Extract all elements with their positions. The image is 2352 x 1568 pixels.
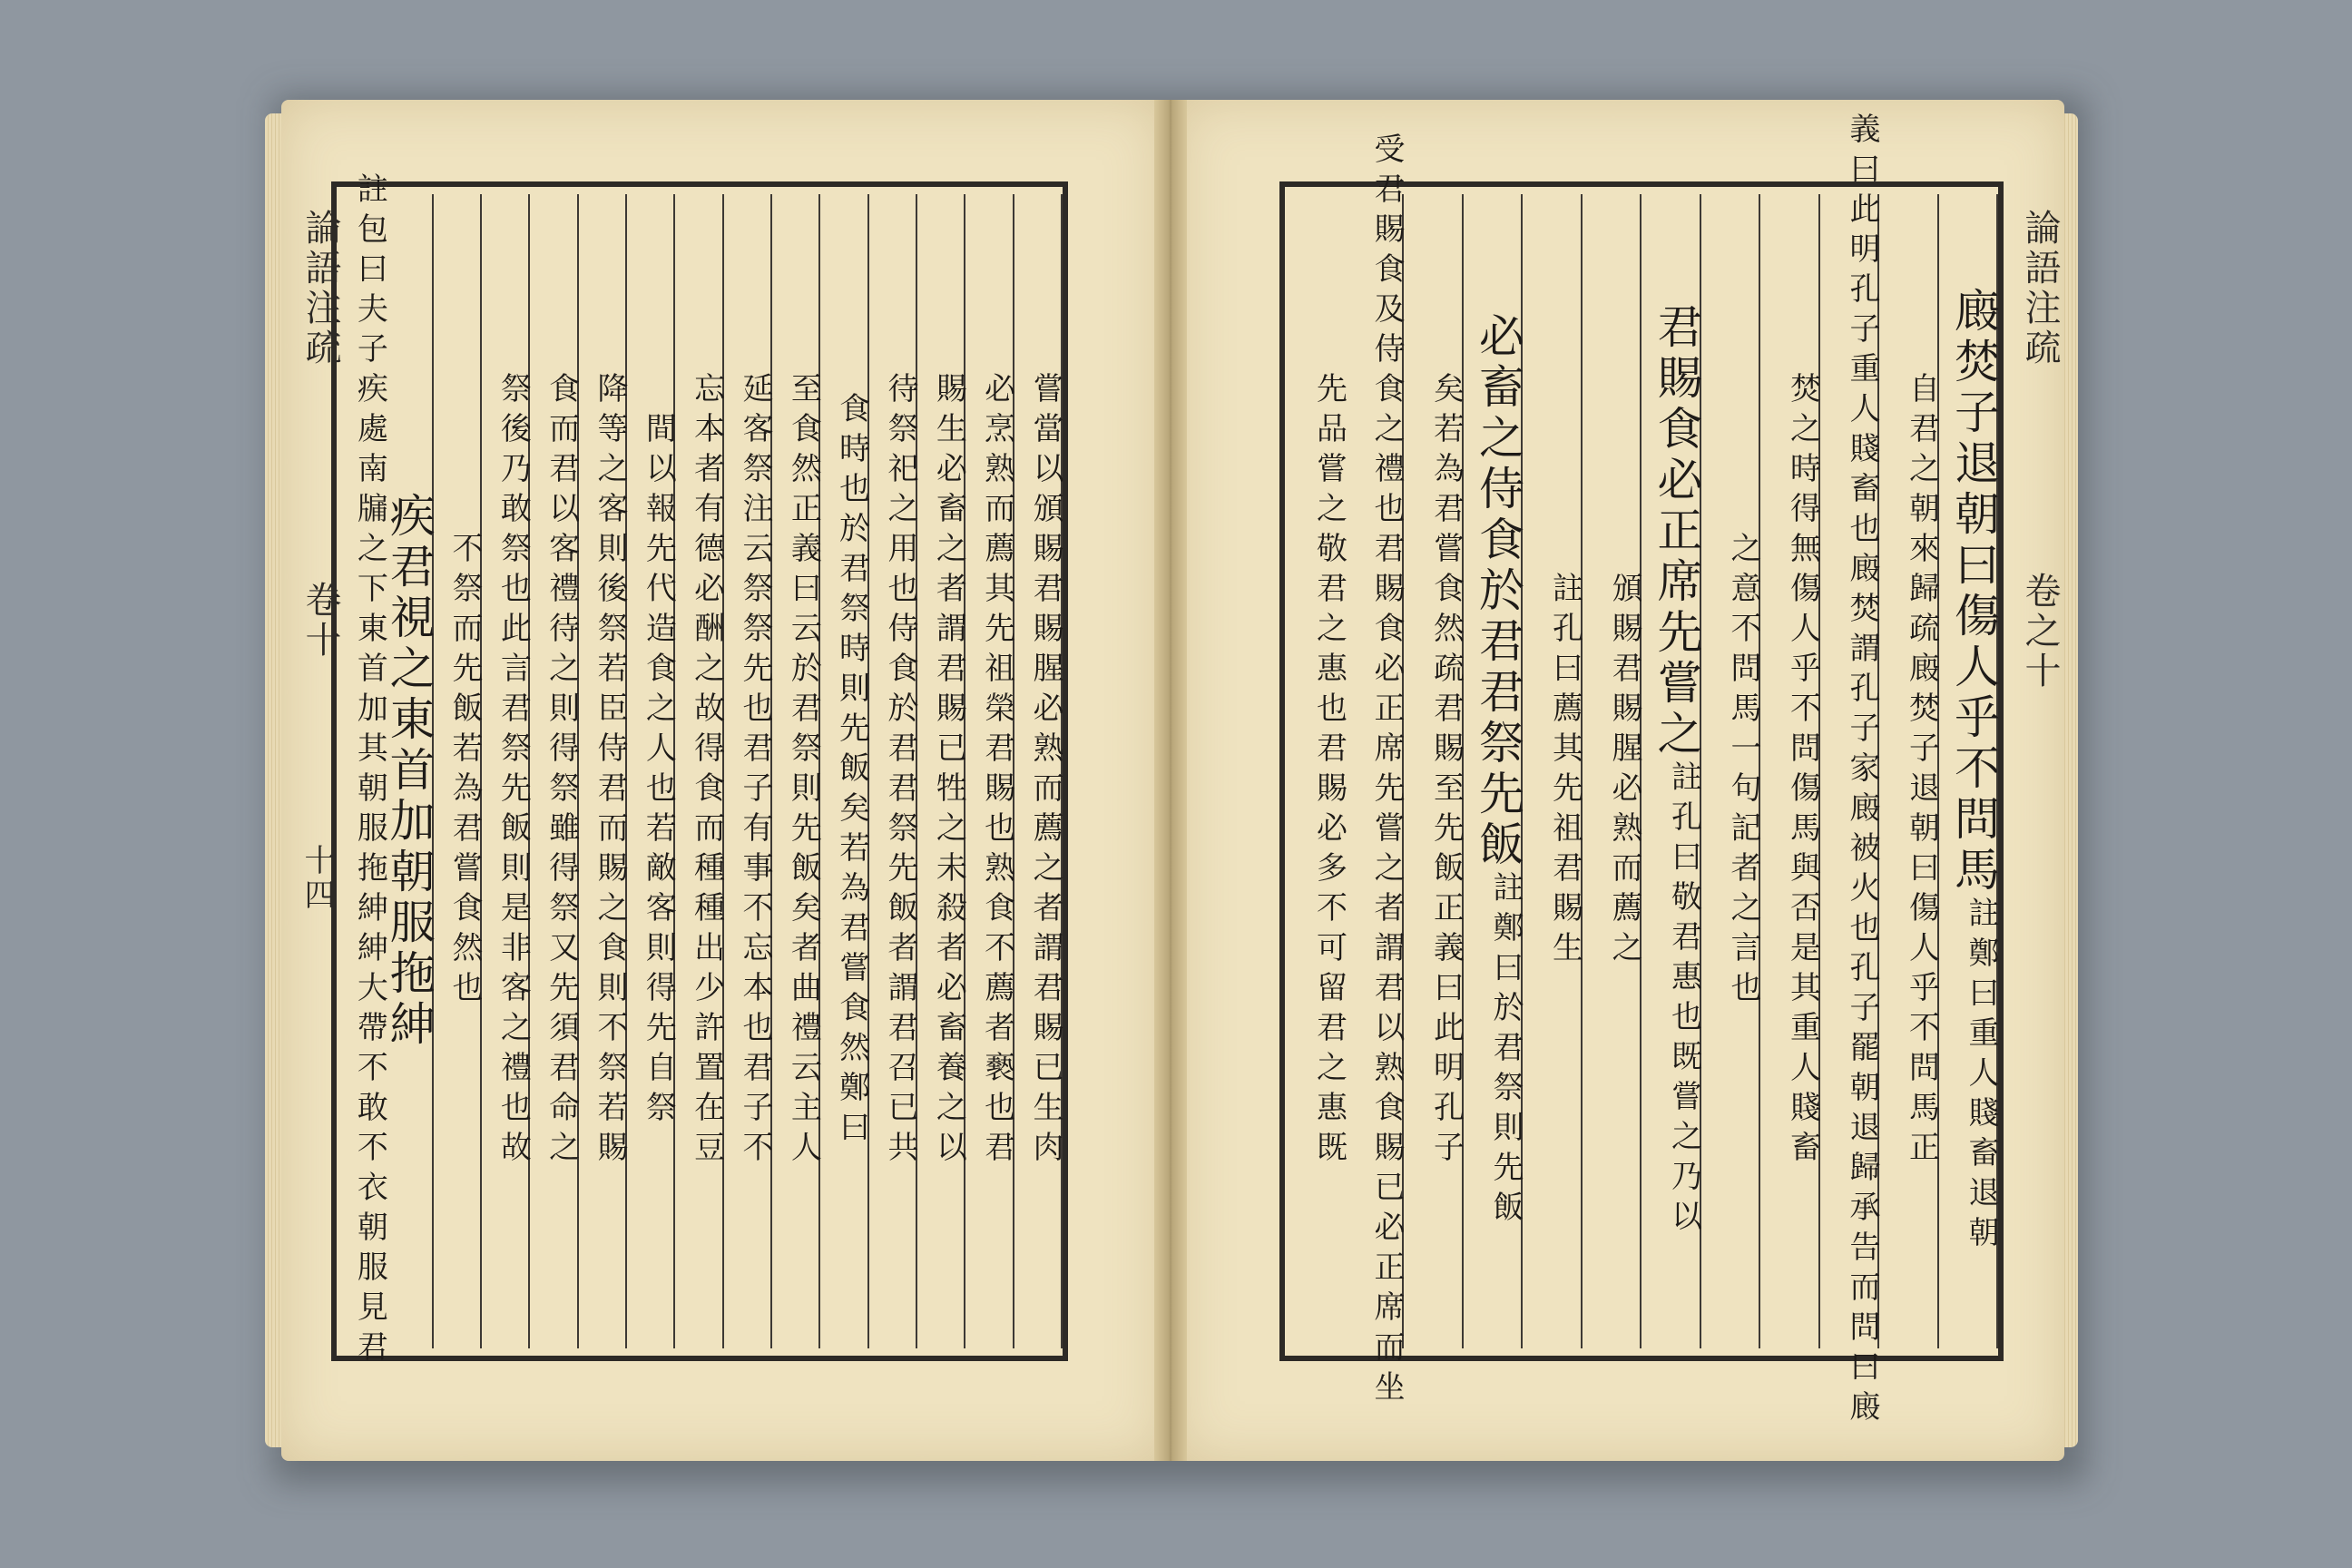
commentary-text: 矣若為君嘗食然疏君賜至先飯正義曰此明孔子: [1427, 372, 1465, 1171]
commentary-text: 賜生必畜之者謂君賜已牲之未殺者必畜養之以: [930, 372, 967, 1171]
text-column: [917, 194, 965, 1348]
text-column: [382, 194, 436, 1348]
commentary-text: 必烹熟而薦其先祖榮君賜也熟食不薦者褻也君: [978, 372, 1015, 1171]
text-column: [1523, 194, 1583, 1348]
commentary-text: 之意不問馬一句記者之言也: [1725, 532, 1761, 1011]
text-column: [724, 194, 772, 1348]
right-text-frame: [1279, 113, 2004, 1430]
book-gutter: [1154, 100, 1187, 1461]
text-column: [530, 194, 578, 1348]
left-margin-folio: 十四: [299, 844, 335, 913]
text-column: [820, 194, 868, 1348]
right-margin-title: 論語注疏: [2019, 209, 2061, 368]
commentary-text: 焚之時得無傷人乎不問傷馬與否是其重人賤畜: [1784, 372, 1821, 1171]
text-column: [1879, 194, 1939, 1348]
text-column: [579, 194, 627, 1348]
main-text: 廄焚子退朝曰傷人乎不問馬: [1947, 287, 2000, 897]
commentary-text: 祭後乃敢祭也此言君祭先飯則是非客之禮也故: [495, 372, 532, 1171]
commentary-text: 註孔曰敬君惠也既嘗之乃以: [1665, 760, 1702, 1240]
commentary-text: 食時也於君祭時則先飯矣若為君嘗食然鄭曰: [833, 392, 870, 1151]
text-column: [772, 194, 820, 1348]
right-margin-volume: 卷之十: [2019, 572, 2061, 691]
commentary-text: 不祭而先飯若為君嘗食然也: [446, 532, 483, 1011]
commentary-text: 註孔曰薦其先祖君賜生: [1546, 572, 1583, 971]
text-column: [1939, 194, 1999, 1348]
text-column: [675, 194, 723, 1348]
commentary-text: 食而君以客禮待之則得祭雖得祭又先須君命之: [543, 372, 580, 1171]
commentary-text: 自君之朝來歸疏廄焚子退朝曰傷人乎不問馬正: [1903, 372, 1940, 1171]
text-column: [1642, 194, 1701, 1348]
commentary-text: 降等之客則後祭若臣侍君而賜之食則不祭若賜: [591, 372, 628, 1171]
text-column: [482, 194, 530, 1348]
commentary-text: 先品嘗之敬君之惠也君賜必多不可留君之惠既: [1310, 372, 1348, 1171]
text-column: [1464, 194, 1524, 1348]
text-column: [434, 194, 482, 1348]
text-column: [1701, 194, 1761, 1348]
main-text: 君賜食必正席先嘗之: [1650, 303, 1703, 760]
text-column: [1760, 194, 1820, 1348]
commentary-text: 頒賜君賜腥必熟而薦之: [1606, 572, 1642, 971]
text-column: [627, 194, 675, 1348]
text-column: [1820, 113, 1880, 1430]
main-text: 必畜之侍食於君君祭先飯: [1472, 312, 1524, 871]
text-column: [965, 194, 1014, 1348]
text-column: [1014, 194, 1063, 1348]
commentary-text: 待祭祀之用也侍食於君君祭先飯者謂君召已共: [881, 372, 918, 1171]
commentary-text: 嘗當以頒賜君賜腥必熟而薦之者謂君賜已生肉: [1026, 372, 1063, 1171]
text-column: [869, 194, 917, 1348]
text-column: [1285, 194, 1348, 1348]
commentary-text: 註鄭曰重人賤畜退朝: [1963, 897, 1999, 1256]
commentary-text: 註包曰夫子疾處南牖之下東首加其朝服拖紳紳大帶不敢不衣朝服見君: [351, 172, 388, 1370]
left-margin-volume: 卷十: [299, 581, 341, 661]
commentary-text: 受君賜食及侍食之禮也君賜食必正席先嘗之者謂君以熟食賜已必正席而坐: [1368, 132, 1405, 1410]
left-margin-title: 論語注疏: [299, 209, 341, 368]
text-column: [1345, 132, 1405, 1410]
text-column: [1404, 194, 1464, 1348]
text-column: [337, 172, 388, 1370]
main-text: 疾君視之東首加朝服拖紳: [382, 492, 436, 1051]
text-column: [1583, 194, 1642, 1348]
commentary-text: 註鄭曰於君祭則先飯: [1487, 871, 1524, 1230]
commentary-text: 義曰此明孔子重人賤畜也廄焚謂孔子家廄被火也孔子罷朝退歸承告而問曰廄: [1844, 113, 1880, 1430]
commentary-text: 間以報先代造食之人也若敵客則得先自祭: [640, 412, 677, 1131]
commentary-text: 至食然正義曰云於君祭則先飯矣者曲禮云主人: [785, 372, 822, 1171]
commentary-text: 延客祭注云祭祭先也君子有事不忘本也君子不: [736, 372, 773, 1171]
commentary-text: 忘本者有德必酬之故得食而種種出少許置在豆: [688, 372, 725, 1171]
left-text-frame: [331, 172, 1068, 1370]
